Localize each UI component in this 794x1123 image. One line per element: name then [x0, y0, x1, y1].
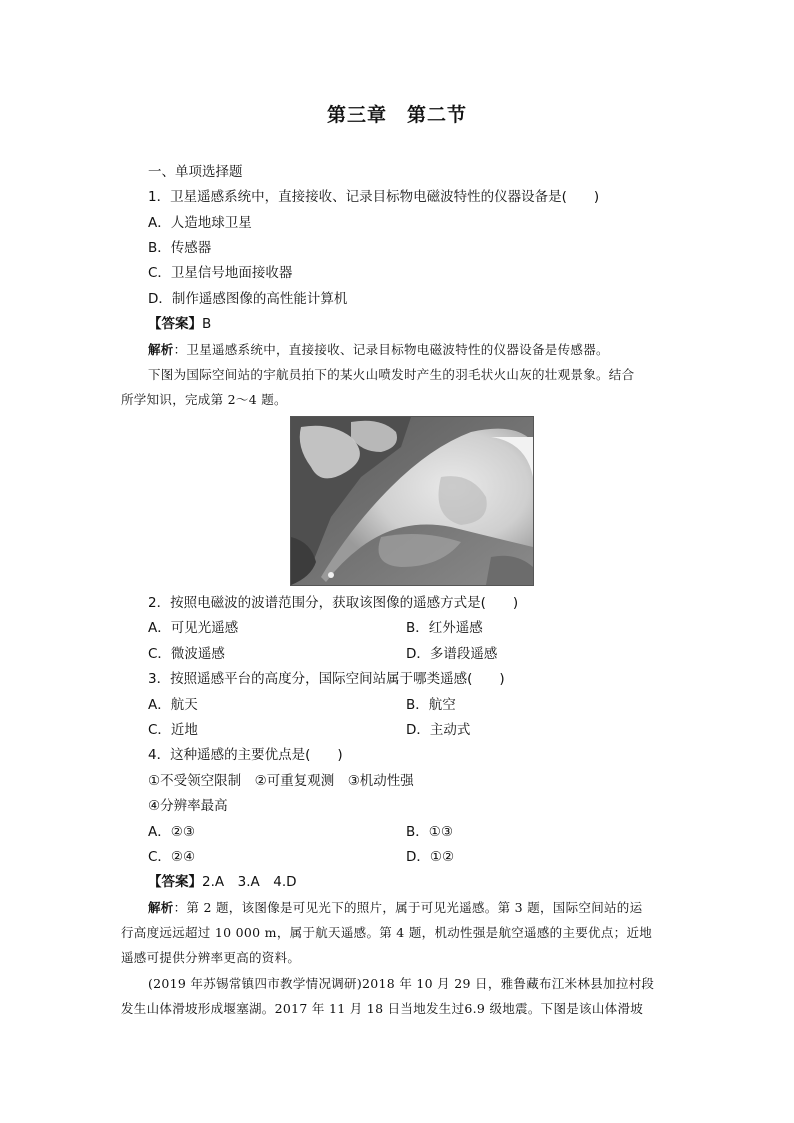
q2-4-analysis-line1: [148, 899, 642, 917]
analysis-label: 解析: [148, 342, 174, 357]
answer-value: 2.A 3.A 4.D: [202, 874, 297, 890]
passage2-line2: 发生山体滑坡形成堰塞湖。2017 年 11 月 18 日当地发生过6.9 级地震。下图是该山体滑坡: [121, 1001, 644, 1016]
q2-option-d: D．多谱段遥感: [406, 646, 498, 662]
passage2-line1: (2019 年苏锡常镇四市教学情况调研)2018 年 10 月 29 日，雅鲁藏布江米林县加拉村段: [148, 976, 655, 991]
q2-option-a: A．可见光遥感: [148, 620, 239, 636]
q4-option-d: D．①②: [406, 849, 455, 865]
q3-option-a: A．航天: [148, 697, 198, 713]
q3-stem: 3．按照遥感平台的高度分，国际空间站属于哪类遥感( ): [148, 671, 505, 687]
analysis-text: ：第 2 题，该图像是可见光下的照片，属于可见光遥感。第 3 题，国际空间站的运: [173, 900, 643, 915]
q2-option-c: C．微波遥感: [148, 646, 225, 662]
answer-tag: 【答案】: [148, 874, 202, 890]
volcano-ash-photo: [290, 416, 534, 586]
q2-4-analysis-line2: 行高度远远超过 10 000 m，属于航天遥感。第 4 题，机动性强是航空遥感的主要优点；近地: [121, 925, 653, 940]
passage1-line2: 所学知识，完成第 2～4 题。: [121, 392, 287, 407]
answer-tag: 【答案】: [148, 316, 202, 332]
q1-option-a: A．人造地球卫星: [148, 215, 252, 231]
q1-stem: 1．卫星遥感系统中，直接接收、记录目标物电磁波特性的仪器设备是( ): [148, 189, 600, 205]
q4-option-a: A．②③: [148, 824, 195, 840]
q2-stem: 2．按照电磁波的波谱范围分，获取该图像的遥感方式是( ): [148, 595, 519, 611]
page-title: 第三章 第二节: [326, 104, 467, 126]
q4-statements-1: ①不受领空限制 ②可重复观测 ③机动性强: [148, 773, 414, 789]
q4-option-b: B．①③: [406, 824, 453, 840]
q3-option-c: C．近地: [148, 722, 198, 738]
q1-answer: [148, 315, 211, 333]
answer-value: B: [202, 316, 212, 332]
q4-statements-2: ④分辨率最高: [148, 798, 228, 814]
q1-option-d: D．制作遥感图像的高性能计算机: [148, 291, 348, 307]
q3-option-b: B．航空: [406, 697, 456, 713]
q4-stem: 4．这种遥感的主要优点是( ): [148, 747, 343, 763]
q2-4-answer: [148, 873, 297, 891]
section-heading: 一、单项选择题: [148, 164, 243, 180]
q2-option-b: B．红外遥感: [406, 620, 483, 636]
satellite-image-graphic: [291, 417, 533, 585]
q1-analysis: [148, 341, 609, 359]
analysis-text: ：卫星遥感系统中，直接接收、记录目标物电磁波特性的仪器设备是传感器。: [173, 342, 609, 357]
q1-option-c: C．卫星信号地面接收器: [148, 265, 293, 281]
passage1-line1: 下图为国际空间站的宇航员拍下的某火山喷发时产生的羽毛状火山灰的壮观景象。结合: [148, 367, 635, 382]
q4-option-c: C．②④: [148, 849, 196, 865]
q3-option-d: D．主动式: [406, 722, 471, 738]
analysis-label: 解析: [148, 900, 174, 915]
q2-4-analysis-line3: 遥感可提供分辨率更高的资料。: [121, 950, 301, 965]
q1-option-b: B．传感器: [148, 240, 212, 256]
